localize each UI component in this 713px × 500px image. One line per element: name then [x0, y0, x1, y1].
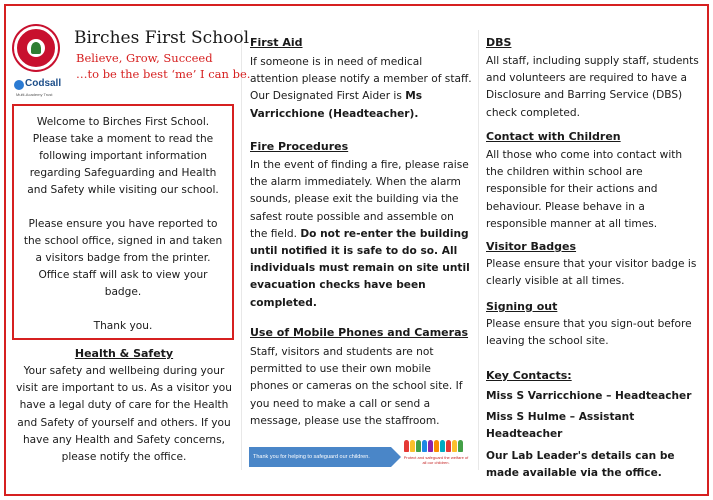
dbs-text: All staff, including supply staff, students and volunteers are required to have a Disclosure and Barring Service (DBS) check completed. [486, 55, 699, 119]
key-contacts-section [486, 369, 702, 482]
contact-text: All those who come into contact with the children within school are responsible for their actions and behaviour. Please behave in a responsible manner at all times. [486, 149, 683, 230]
signing-section [486, 300, 702, 350]
welcome-box [12, 104, 234, 340]
banner-arrow-icon [391, 447, 401, 467]
safeguard-banner: Thank you for helping to safeguard our children. [249, 447, 391, 467]
dbs-heading: DBS [486, 36, 512, 49]
first-aid-bold: Ms Varricchione (Headteacher). [250, 90, 423, 120]
motto-line-2: …to be the best ‘me’ I can be. [76, 67, 251, 81]
phones-heading: Use of Mobile Phones and Cameras [250, 326, 469, 339]
key-contact-2: Miss S Hulme – Assistant Headteacher [486, 411, 635, 441]
motto-line-1: Believe, Grow, Succeed [76, 51, 213, 65]
health-safety-text: Your safety and wellbeing during your visit are important to us. As a visitor you have a legal duty of care for the Health and Safety of yourself and others. If you have any Health and Safety concerns, please notify the office. [16, 365, 232, 464]
first-aid-heading: First Aid [250, 36, 303, 49]
fire-text: In the event of finding a fire, please raise the alarm immediately. When the alarm sounds, please exit the building via the safest route possible and assemble on the field. [250, 159, 469, 240]
first-aid-text: If someone is in need of medical attention please notify a member of staff. Our Designated First Aider is [250, 56, 472, 103]
school-name: Birches First School [74, 28, 250, 48]
children-illustration-icon [404, 440, 468, 454]
health-safety-section [14, 347, 234, 466]
welcome-para-1: Welcome to Birches First School. Please take a moment to read the following important information regarding Safeguarding and Health and Safety while visiting our school. [27, 116, 219, 196]
children-caption: Protect and safeguard the welfare of all our children. [403, 455, 469, 465]
codsall-mark-icon [14, 80, 24, 90]
phones-section [250, 326, 472, 430]
fire-heading: Fire Procedures [250, 140, 349, 153]
welcome-thanks: Thank you. [93, 320, 153, 332]
key-contacts-heading: Key Contacts: [486, 369, 572, 382]
badges-section [486, 240, 702, 290]
badges-heading: Visitor Badges [486, 240, 577, 253]
dbs-section [486, 36, 702, 122]
codsall-logo: Codsall Multi-Academy Trust [16, 78, 62, 97]
fire-bold: Do not re-enter the building until notified it is safe to do so. All individuals must remain on site until evacuation checks have been completed. [250, 227, 470, 309]
phones-text: Staff, visitors and students are not permitted to use their own mobile phones or cameras on the school site. If you need to make a call or send a message, please use the staffroom. [250, 346, 463, 427]
contact-section [486, 130, 702, 233]
first-aid-section [250, 36, 472, 123]
column-divider [241, 30, 242, 470]
key-contacts-note: Our Lab Leader's details can be made available via the office. [486, 449, 675, 479]
fire-section [250, 140, 472, 312]
health-safety-heading: Health & Safety [74, 347, 174, 360]
signing-text: Please ensure that you sign-out before leaving the school site. [486, 318, 692, 348]
badges-text: Please ensure that your visitor badge is clearly visible at all times. [486, 258, 697, 288]
key-contact-1: Miss S Varricchione – Headteacher [486, 390, 692, 402]
contact-heading: Contact with Children [486, 130, 621, 143]
welcome-para-2: Please ensure you have reported to the school office, signed in and taken a visitors badge from the printer. Office staff will ask to view your badge. [23, 218, 223, 298]
school-logo-icon [14, 26, 58, 70]
column-divider [478, 30, 479, 470]
signing-heading: Signing out [486, 300, 558, 313]
